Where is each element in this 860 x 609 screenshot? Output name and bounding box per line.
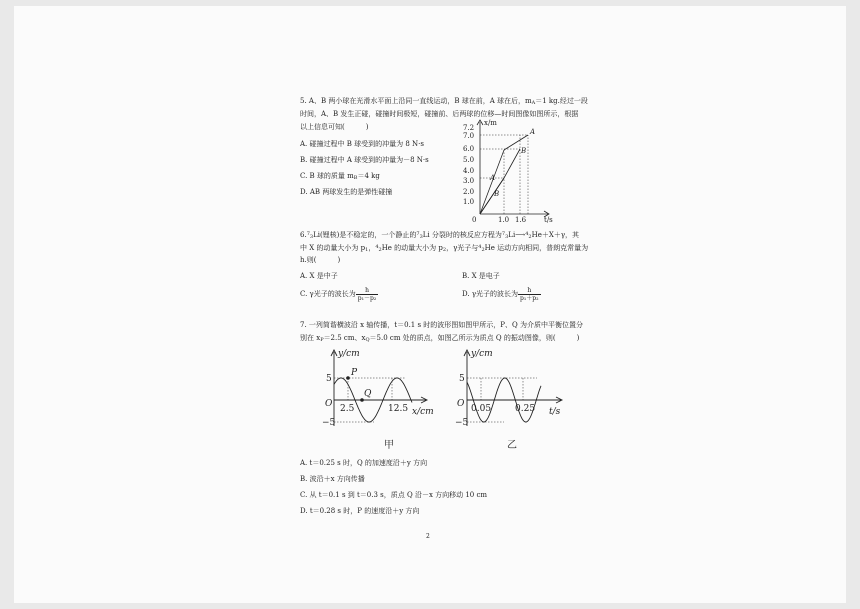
q7-fig1-label-q: Q: [364, 389, 372, 399]
q7-fig1-ylabel: y/cm: [338, 349, 360, 359]
q5-option-d: D. AB 两球发生的是弹性碰撞: [300, 188, 393, 196]
q6-option-d-fraction: $\frac{h}{\text{p₁＋p₂}}$: [520, 286, 539, 302]
q5-label-a-mid: A: [490, 174, 496, 182]
q7-fig2-caption: 乙: [507, 440, 517, 451]
q5-ytick-30: 3.0: [463, 177, 475, 185]
q7-fig2-ypos: 5: [459, 374, 465, 384]
q5-option-a: A. 碰撞过程中 B 球受到的冲量为 8 N·s: [300, 140, 424, 148]
q7-point-p: [346, 376, 350, 380]
q5-ylabel: x/m: [484, 119, 497, 127]
q5-line1: 5. A、B 两小球在光滑水平面上沿同一直线运动，B 球在前，A 球在后，$m_A=1$ kg.经过一段: [300, 97, 588, 106]
q5-option-b: B. 碰撞过程中 A 球受到的冲量为－8 N·s: [300, 156, 429, 164]
q5-ytick-20: 2.0: [463, 188, 475, 196]
q7-fig1-xlabel: x/cm: [412, 407, 434, 417]
q6-option-b: B. X 是电子: [462, 272, 500, 280]
q7-vibration-graph: [449, 344, 581, 456]
q6-line1: 6.$^7_3$Li(锂核)是不稳定的，一个静止的$^7_3$Li 分裂时的核反应方程为$^7_3$Li⟶$^4_2$He＋X＋γ，其: [300, 231, 580, 240]
q5-label-b-top: B: [521, 147, 527, 155]
q5-xt-graph: [454, 116, 564, 226]
q7-fig1-xtick2: 12.5: [388, 404, 409, 414]
page-number: 2: [426, 533, 430, 540]
q7-fig2-ylabel: y/cm: [471, 349, 493, 359]
q7-option-d: D. t＝0.28 s 时，P 的速度沿＋y 方向: [300, 507, 420, 515]
q7-fig1-ypos: 5: [326, 374, 332, 384]
q5-ytick-72: 7.2: [463, 124, 475, 132]
q7-fig2-xtick1: 0.05: [471, 404, 492, 414]
q5-xlabel: t/s: [544, 216, 553, 224]
q7-fig1-caption: 甲: [384, 440, 394, 451]
q5-line3: 以上信息可知( ): [300, 123, 369, 131]
q5-ytick-70: 7.0: [463, 132, 475, 140]
q5-line-a-steep: [480, 150, 504, 214]
q5-line-b-after: [504, 149, 520, 178]
q5-ytick-50: 5.0: [463, 156, 475, 164]
q6-option-d: D. γ光子的波长为 $\frac{h}{\text{p₁＋p₂}}$: [462, 286, 539, 302]
q7-fig2-xlabel: t/s: [549, 407, 561, 417]
q5-label-a-top: A: [530, 128, 536, 136]
q7-fig1-yneg: −5: [322, 418, 336, 428]
q7-line2: 别在 $x_P=2.5$ cm、$x_Q=5.0$ cm 处的质点，如图乙所示为质点 Q 的振动图像，则( ): [300, 334, 580, 343]
q5-line2: 时间，A、B 发生正碰，碰撞时间极短，碰撞前、后两球的位移—时间图像如图所示，根据: [300, 110, 579, 118]
q7-fig2-xtick2: 0.25: [515, 404, 536, 414]
q5-line-a-before: [480, 178, 504, 214]
q5-xtick-10: 1.0: [498, 216, 510, 224]
q6-line3: h.则( ): [300, 256, 341, 264]
q7-wave-graph: [304, 344, 446, 456]
q7-fig2-origin: O: [457, 399, 465, 409]
q6-option-c-fraction: $\frac{h}{\text{p₁－p₂}}$: [357, 286, 377, 302]
q7-fig2-yneg: −5: [455, 418, 469, 428]
q5-option-c: C. B 球的质量 $m_B=4$ kg: [300, 172, 380, 181]
q5-ytick-60: 6.0: [463, 145, 475, 153]
q6-option-a: A. X 是中子: [300, 272, 338, 280]
q5-ytick-40: 4.0: [463, 167, 475, 175]
q7-option-c: C. 从 t＝0.1 s 到 t＝0.3 s，质点 Q 沿－x 方向移动 10 cm: [300, 491, 488, 499]
q7-fig1-origin: O: [325, 399, 333, 409]
q7-option-b: B. 波沿＋x 方向传播: [300, 475, 365, 483]
q7-option-a: A. t＝0.25 s 时，Q 的加速度沿＋y 方向: [300, 459, 428, 467]
q6-option-c: C. γ光子的波长为 $\frac{h}{\text{p₁－p₂}}$: [300, 286, 377, 302]
q7-fig1-xtick1: 2.5: [340, 404, 355, 414]
exam-page: [14, 6, 846, 603]
q5-ytick-10: 1.0: [463, 198, 475, 206]
q5-label-b-mid: B: [494, 190, 500, 198]
q5-origin: 0: [472, 216, 477, 224]
q6-line2: 中 X 的动量大小为 $p_1$，$^4_2$He 的动量大小为 $p_2$，γ光子与$^4_2$He 运动方向相同，普朗克常量为: [300, 244, 589, 253]
q7-line1: 7. 一列简谐横波沿 x 轴传播，t＝0.1 s 时的波形图如图甲所示，P、Q 为介质中平衡位置分: [300, 321, 583, 329]
q5-xtick-16: 1.6: [515, 216, 527, 224]
q7-fig1-label-p: P: [351, 368, 358, 378]
